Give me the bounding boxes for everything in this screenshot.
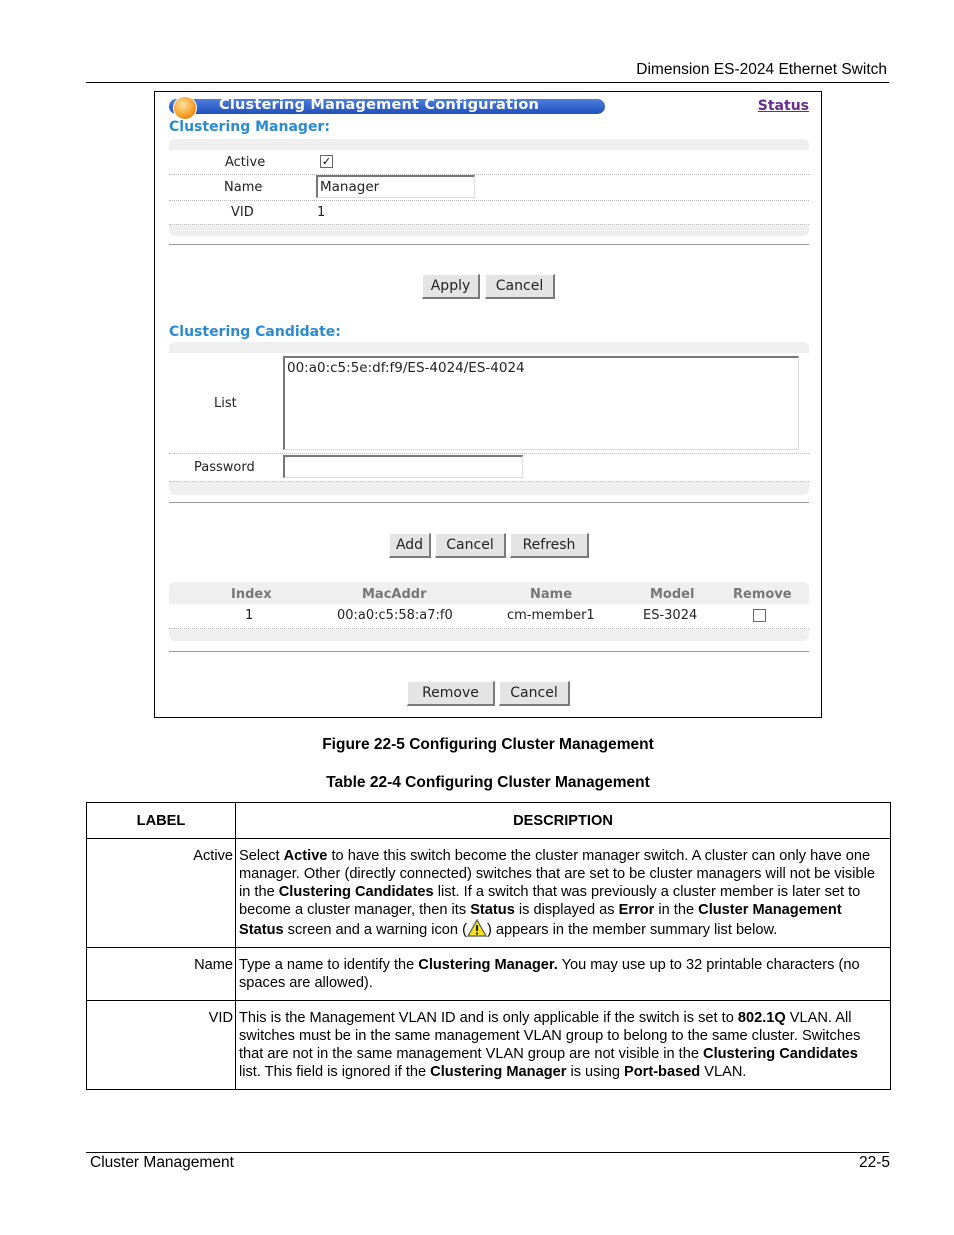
table-caption: Table 22-4 Configuring Cluster Management xyxy=(326,774,650,791)
table-row xyxy=(87,948,891,1001)
add-button[interactable]: Add xyxy=(389,533,431,558)
password-label: Password xyxy=(194,460,255,475)
screen-title: Clustering Management Configuration xyxy=(219,97,540,113)
column-header-remove: Remove xyxy=(733,587,792,602)
candidate-panel xyxy=(169,342,809,495)
footer-section-title: Cluster Management xyxy=(90,1154,234,1171)
separator xyxy=(169,244,809,245)
active-row xyxy=(169,150,809,175)
name-row xyxy=(169,175,809,201)
column-header-model: Model xyxy=(650,587,695,602)
member-name: cm-member1 xyxy=(507,608,595,623)
row-description: Type a name to identify the Clustering Manager. You may use up to 32 printable characters (no spaces are allowed). xyxy=(236,948,891,1001)
name-label: Name xyxy=(224,180,263,195)
status-link[interactable]: Status xyxy=(757,98,809,114)
list-label: List xyxy=(214,396,237,411)
table-row xyxy=(87,1001,891,1090)
table-row xyxy=(87,839,891,948)
separator xyxy=(169,502,809,503)
page-number: 22-5 xyxy=(858,1154,890,1171)
header-rule xyxy=(86,82,889,83)
table-header-row xyxy=(87,803,891,839)
column-header-index: Index xyxy=(231,587,272,602)
screenshot-frame xyxy=(154,91,822,718)
refresh-button[interactable]: Refresh xyxy=(510,533,589,558)
label-column-header: LABEL xyxy=(87,803,236,839)
list-row xyxy=(169,353,809,454)
description-table xyxy=(86,802,891,1090)
description-column-header: DESCRIPTION xyxy=(236,803,891,839)
apply-button[interactable]: Apply xyxy=(422,274,480,299)
vid-value: 1 xyxy=(317,205,326,220)
candidate-cancel-button[interactable]: Cancel xyxy=(435,533,506,558)
figure-caption: Figure 22-5 Configuring Cluster Management xyxy=(322,736,654,753)
password-input[interactable] xyxy=(283,455,523,478)
member-mac: 00:a0:c5:58:a7:f0 xyxy=(337,608,453,623)
row-description: Select Active to have this switch become the cluster manager switch. A cluster can only have one manager. Other (directly connected) switches that are set to be cluster managers will not be visible in the Clustering Candidates list. If a switch that was previously a cluster member is later set to become a cluster manager, then its Status is displayed as Error in the Cluster Management Status screen and a warning icon ( ) appears in the member summary list below. xyxy=(236,839,891,948)
warning-icon xyxy=(467,919,487,937)
manager-panel xyxy=(169,139,809,236)
candidate-listbox[interactable] xyxy=(283,356,799,450)
manager-name-input[interactable]: Manager xyxy=(316,175,475,198)
member-remove-checkbox[interactable] xyxy=(753,609,766,622)
members-panel xyxy=(169,582,809,641)
separator xyxy=(169,651,809,652)
password-row xyxy=(169,454,809,482)
remove-button[interactable]: Remove xyxy=(407,681,495,706)
vid-row xyxy=(169,201,809,225)
clustering-manager-title: Clustering Manager: xyxy=(169,119,330,135)
member-index: 1 xyxy=(245,608,254,623)
column-header-name: Name xyxy=(530,587,573,602)
title-orb-icon xyxy=(173,96,197,120)
footer-rule xyxy=(86,1152,889,1153)
row-label: VID xyxy=(87,1001,236,1090)
row-label: Active xyxy=(87,839,236,948)
row-label: Name xyxy=(87,948,236,1001)
clustering-candidate-title: Clustering Candidate: xyxy=(169,324,341,340)
row-description: This is the Management VLAN ID and is only applicable if the switch is set to 802.1Q VLAN. All switches must be in the same management VLAN group to belong to the same cluster. Switches that are not in the same management VLAN group are not visible in the Clustering Candidates list. This field is ignored if the Clustering Manager is using Port-based VLAN. xyxy=(236,1001,891,1090)
column-header-macaddr: MacAddr xyxy=(362,587,427,602)
page-header-title: Dimension ES-2024 Ethernet Switch xyxy=(636,61,887,78)
table-row xyxy=(169,604,809,629)
candidate-list-item[interactable]: 00:a0:c5:5e:df:f9/ES-4024/ES-4024 xyxy=(287,360,525,376)
manager-cancel-button[interactable]: Cancel xyxy=(485,274,555,299)
active-label: Active xyxy=(225,155,266,170)
member-model: ES-3024 xyxy=(643,608,698,623)
active-checkbox[interactable]: ✓ xyxy=(321,155,332,168)
vid-label: VID xyxy=(231,205,254,220)
members-cancel-button[interactable]: Cancel xyxy=(499,681,570,706)
